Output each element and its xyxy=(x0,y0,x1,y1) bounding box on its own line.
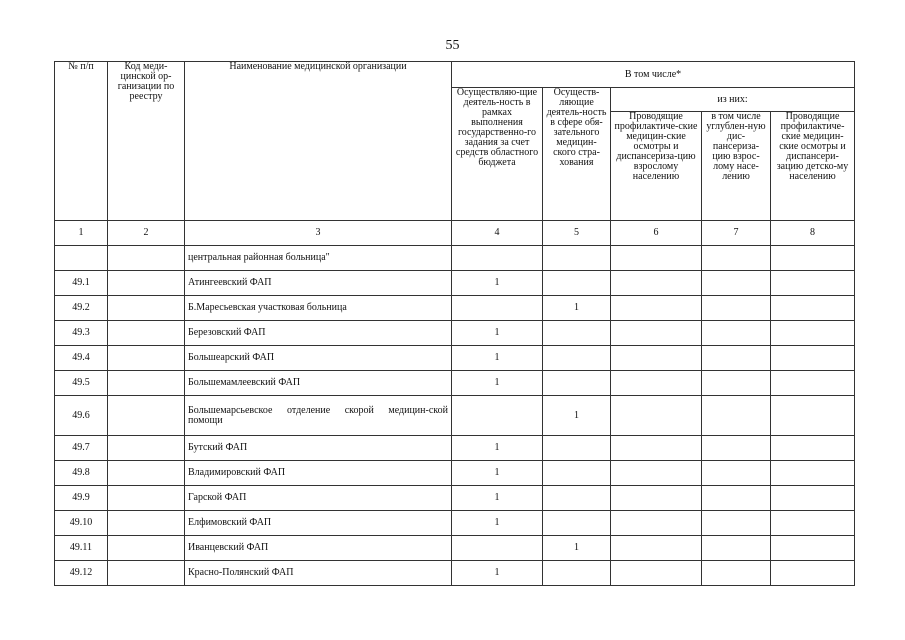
row-code xyxy=(108,346,185,371)
table-row xyxy=(55,271,855,296)
column-number: 4 xyxy=(452,221,543,246)
row-col-6 xyxy=(611,461,702,486)
page-number: 55 xyxy=(445,38,460,53)
row-number xyxy=(55,246,108,271)
table-row xyxy=(55,246,855,271)
table-row xyxy=(55,321,855,346)
header-col-5: Осуществ-ляющие деятель-ность в сфере обя-зательного медицин-ского стра-хования xyxy=(543,88,611,221)
row-col-8 xyxy=(771,536,855,561)
row-code xyxy=(108,246,185,271)
row-org-name: Елфимовский ФАП xyxy=(185,511,452,536)
row-code xyxy=(108,536,185,561)
row-col-6 xyxy=(611,511,702,536)
table-row xyxy=(55,371,855,396)
row-col-5 xyxy=(543,346,611,371)
table-row xyxy=(55,561,855,586)
table-row xyxy=(55,436,855,461)
column-number: 1 xyxy=(55,221,108,246)
row-number: 49.12 xyxy=(55,561,108,586)
row-col-8 xyxy=(771,271,855,296)
row-code xyxy=(108,486,185,511)
row-code xyxy=(108,436,185,461)
header-col-8: Проводящие профилактиче-ские медицин-ские осмотры и диспансери-зацию детско-му населению xyxy=(771,112,855,221)
row-col-8 xyxy=(771,486,855,511)
row-col-5 xyxy=(543,371,611,396)
row-col-4 xyxy=(452,396,543,436)
row-col-6 xyxy=(611,561,702,586)
row-col-4: 1 xyxy=(452,271,543,296)
row-col-4: 1 xyxy=(452,371,543,396)
row-col-7 xyxy=(702,346,771,371)
row-col-6 xyxy=(611,436,702,461)
row-code xyxy=(108,561,185,586)
row-number: 49.1 xyxy=(55,271,108,296)
row-number: 49.5 xyxy=(55,371,108,396)
row-col-4: 1 xyxy=(452,511,543,536)
medical-organizations-table xyxy=(54,61,855,586)
row-number: 49.7 xyxy=(55,436,108,461)
row-org-name: Б.Маресьевская участковая больница xyxy=(185,296,452,321)
row-code xyxy=(108,321,185,346)
row-col-4: 1 xyxy=(452,561,543,586)
row-col-6 xyxy=(611,296,702,321)
row-org-name: Большемамлеевский ФАП xyxy=(185,371,452,396)
row-number: 49.10 xyxy=(55,511,108,536)
table-row xyxy=(55,296,855,321)
header-col-7: в том числе углублен-ную дис-пансериза-цию взрос-лому насе-лению xyxy=(702,112,771,221)
row-col-4: 1 xyxy=(452,436,543,461)
table-row xyxy=(55,511,855,536)
row-col-4 xyxy=(452,246,543,271)
row-code xyxy=(108,296,185,321)
table-row xyxy=(55,346,855,371)
row-number: 49.11 xyxy=(55,536,108,561)
row-col-6 xyxy=(611,246,702,271)
row-col-5: 1 xyxy=(543,396,611,436)
row-col-7 xyxy=(702,436,771,461)
row-number: 49.8 xyxy=(55,461,108,486)
row-col-7 xyxy=(702,396,771,436)
row-org-name: Большемарсьевское отделение скорой медицин-ской помощи xyxy=(185,396,452,436)
row-col-6 xyxy=(611,271,702,296)
header-num: № п/п xyxy=(55,62,108,221)
row-col-7 xyxy=(702,271,771,296)
row-col-5 xyxy=(543,511,611,536)
row-col-4 xyxy=(452,296,543,321)
row-col-6 xyxy=(611,346,702,371)
row-col-7 xyxy=(702,561,771,586)
row-org-name: Гарской ФАП xyxy=(185,486,452,511)
row-code xyxy=(108,371,185,396)
row-org-name: Красно-Полянский ФАП xyxy=(185,561,452,586)
header-code: Код меди-цинской ор-ганизации по реестру xyxy=(108,62,185,221)
table-row xyxy=(55,461,855,486)
row-col-8 xyxy=(771,371,855,396)
row-col-6 xyxy=(611,321,702,346)
column-number: 5 xyxy=(543,221,611,246)
row-col-7 xyxy=(702,296,771,321)
row-col-5 xyxy=(543,321,611,346)
row-org-name: Атингеевский ФАП xyxy=(185,271,452,296)
row-number: 49.9 xyxy=(55,486,108,511)
row-col-8 xyxy=(771,511,855,536)
row-col-6 xyxy=(611,486,702,511)
row-code xyxy=(108,396,185,436)
column-number: 6 xyxy=(611,221,702,246)
row-col-8 xyxy=(771,396,855,436)
row-col-5 xyxy=(543,246,611,271)
header-col-4: Осуществляю-щие деятель-ность в рамках выполнения государственно-го задания за счет средств областного бюджета xyxy=(452,88,543,221)
row-org-name: Владимировский ФАП xyxy=(185,461,452,486)
row-col-4: 1 xyxy=(452,486,543,511)
row-col-7 xyxy=(702,371,771,396)
table-row xyxy=(55,536,855,561)
row-col-6 xyxy=(611,536,702,561)
row-col-4: 1 xyxy=(452,346,543,371)
column-number: 3 xyxy=(185,221,452,246)
row-org-name: Березовский ФАП xyxy=(185,321,452,346)
row-col-5 xyxy=(543,271,611,296)
row-col-5 xyxy=(543,436,611,461)
row-col-5 xyxy=(543,461,611,486)
row-org-name: Бутский ФАП xyxy=(185,436,452,461)
row-col-8 xyxy=(771,246,855,271)
row-col-7 xyxy=(702,461,771,486)
row-code xyxy=(108,511,185,536)
row-col-7 xyxy=(702,246,771,271)
table-row xyxy=(55,396,855,436)
row-number: 49.6 xyxy=(55,396,108,436)
row-number: 49.4 xyxy=(55,346,108,371)
row-number: 49.2 xyxy=(55,296,108,321)
column-number: 2 xyxy=(108,221,185,246)
table-row xyxy=(55,486,855,511)
row-number: 49.3 xyxy=(55,321,108,346)
row-col-8 xyxy=(771,561,855,586)
row-code xyxy=(108,461,185,486)
row-col-8 xyxy=(771,436,855,461)
row-col-5: 1 xyxy=(543,536,611,561)
column-numbers-row xyxy=(55,221,855,246)
row-code xyxy=(108,271,185,296)
row-col-8 xyxy=(771,296,855,321)
row-org-name: Большеарский ФАП xyxy=(185,346,452,371)
header-col-6: Проводящие профилактиче-ские медицин-ские осмотры и диспансериза-цию взрослому населению xyxy=(611,112,702,221)
row-org-name: центральная районная больница" xyxy=(185,246,452,271)
row-org-name: Иванцевский ФАП xyxy=(185,536,452,561)
row-col-7 xyxy=(702,321,771,346)
row-col-4 xyxy=(452,536,543,561)
header-subgroup-of-them: из них: xyxy=(611,88,855,112)
row-col-8 xyxy=(771,321,855,346)
row-col-8 xyxy=(771,461,855,486)
row-col-4: 1 xyxy=(452,461,543,486)
row-col-7 xyxy=(702,486,771,511)
row-col-5: 1 xyxy=(543,296,611,321)
column-number: 8 xyxy=(771,221,855,246)
header-name: Наименование медицинской организации xyxy=(185,62,452,221)
row-col-5 xyxy=(543,486,611,511)
column-number: 7 xyxy=(702,221,771,246)
row-col-8 xyxy=(771,346,855,371)
row-col-7 xyxy=(702,536,771,561)
row-col-5 xyxy=(543,561,611,586)
row-col-6 xyxy=(611,371,702,396)
header-group-including: В том числе* xyxy=(452,62,855,88)
row-col-7 xyxy=(702,511,771,536)
row-col-6 xyxy=(611,396,702,436)
row-col-4: 1 xyxy=(452,321,543,346)
